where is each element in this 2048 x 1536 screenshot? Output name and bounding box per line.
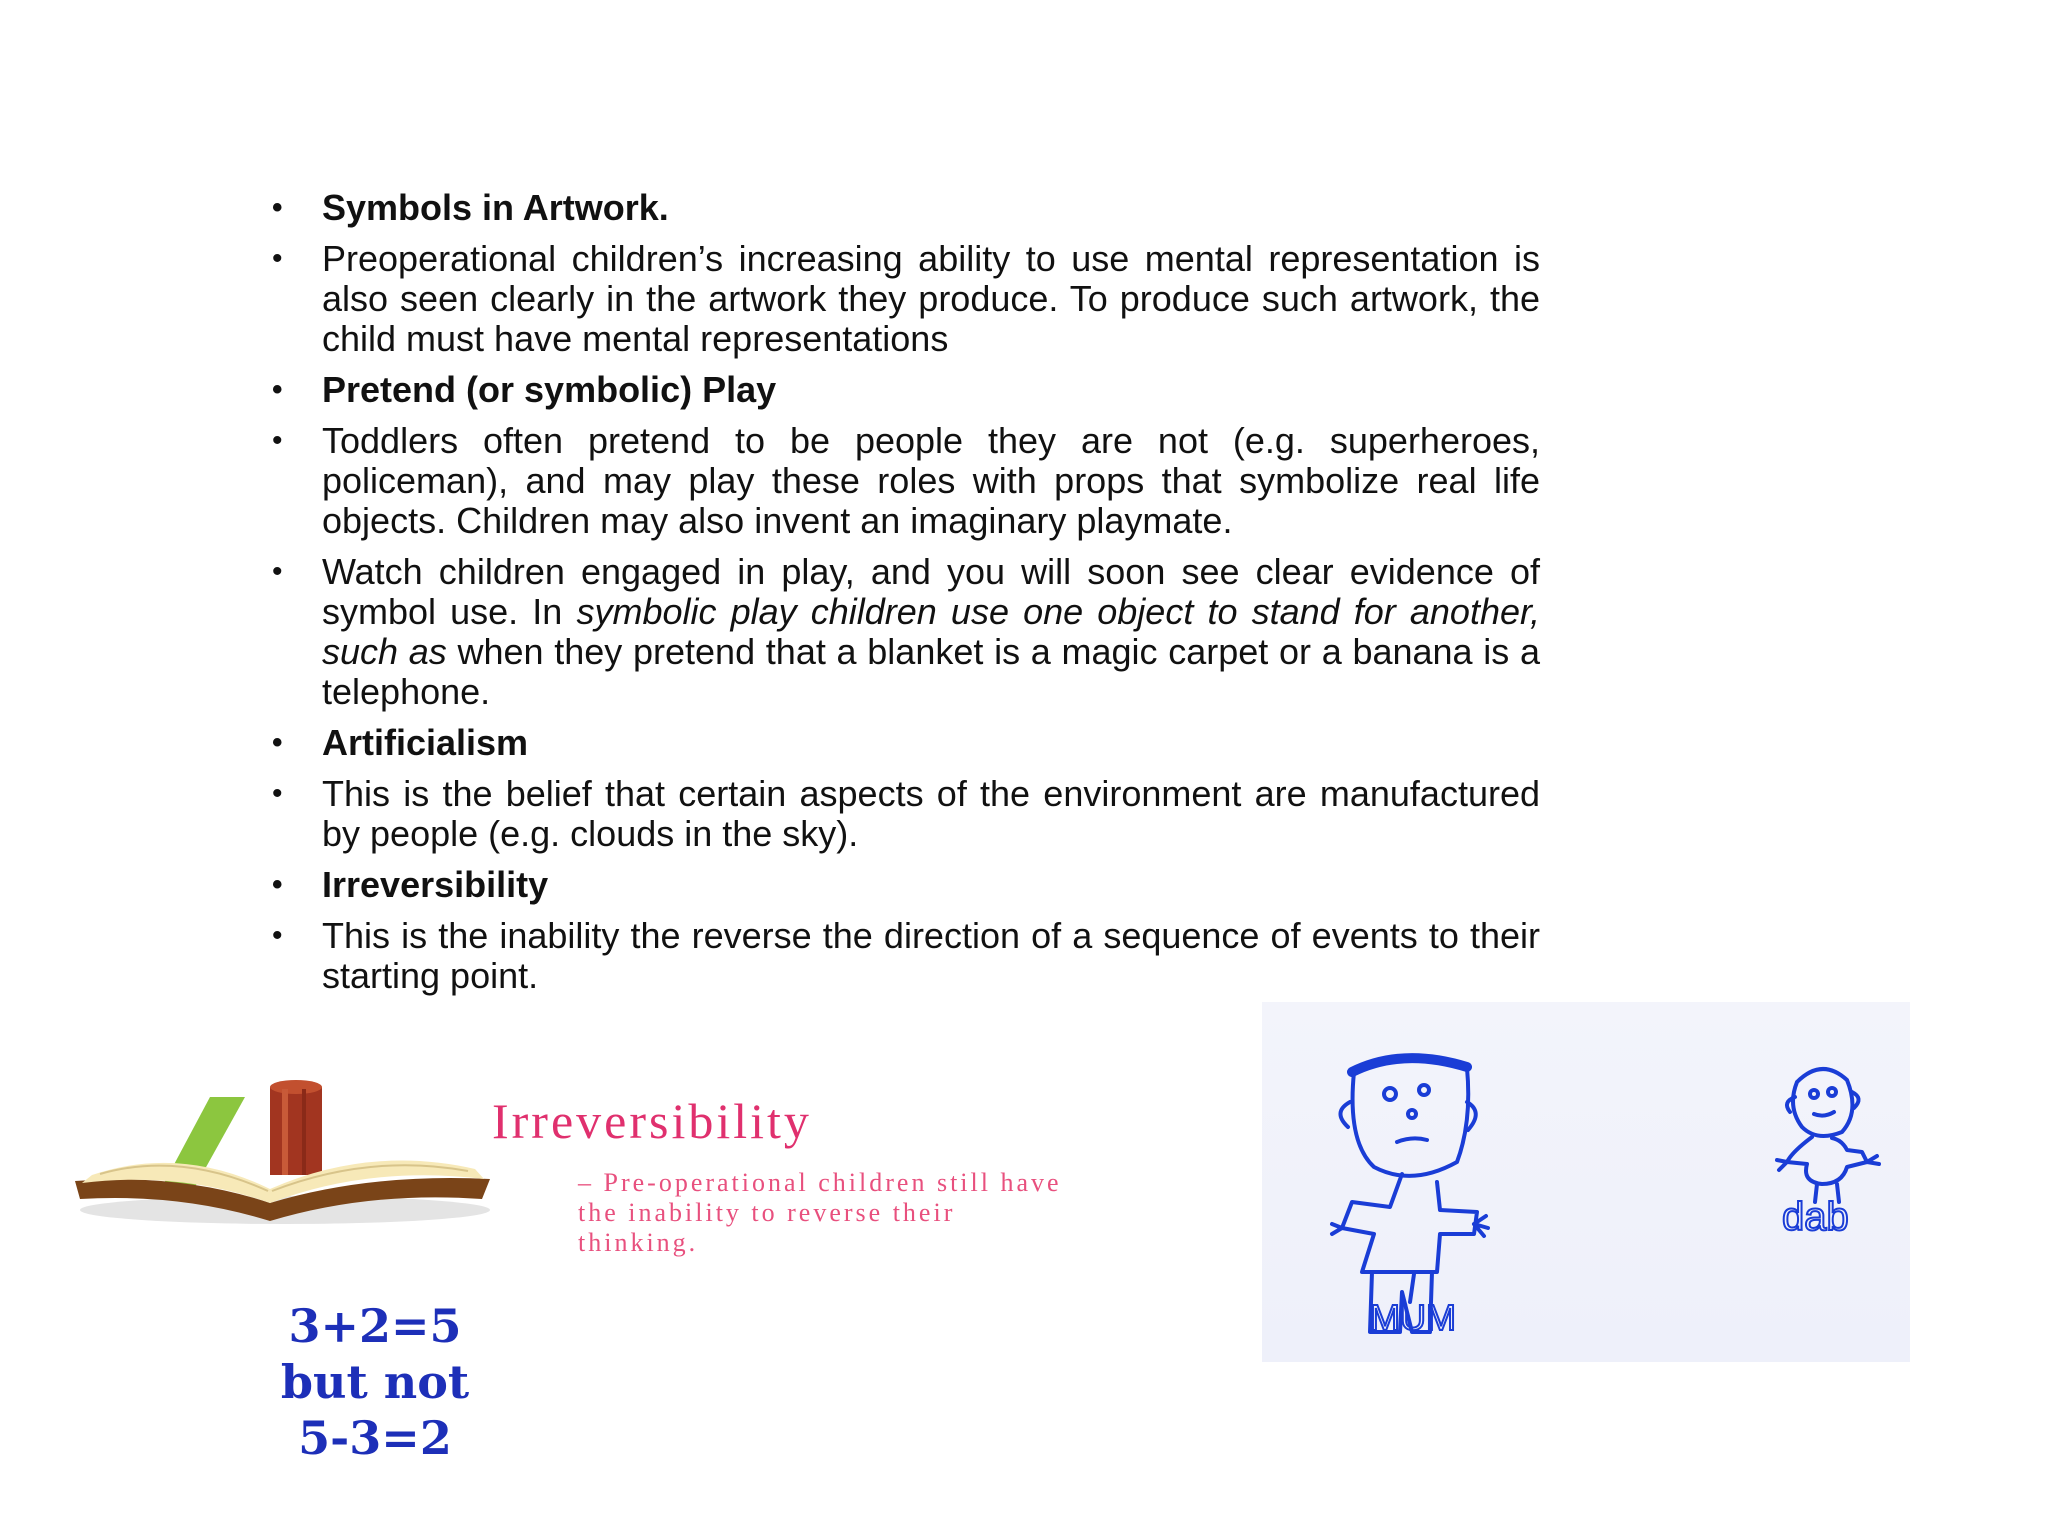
irreversibility-description: – Pre-operational children still have the inability to reverse their thinking. — [578, 1168, 1062, 1257]
equation-line-2: but not — [280, 1355, 470, 1409]
drawing-label-mum: MUM — [1370, 1297, 1456, 1338]
bullet-artwork-description: • Preoperational children’s increasing ability to use mental representation is also seen clearly in the artwork they produce. To produce such artwork, the child must have mental representations — [270, 239, 1540, 359]
bullet-symbolic-play-post: when they pretend that a blanket is a magic carpet or a banana is a telephone. — [322, 631, 1540, 712]
bullet-symbolic-play-pre: Watch children engaged in play, and you will soon see clear evidence of symbol use. In — [322, 551, 1540, 632]
drawing-labels — [1262, 1002, 1910, 1362]
equation-line-1: 3+2=5 — [288, 1299, 462, 1353]
bullet-heading-irreversibility: • Irreversibility — [270, 865, 1540, 905]
equation-example — [210, 1298, 540, 1466]
bullet-symbolic-play — [270, 552, 1540, 712]
book-icon — [70, 1075, 500, 1235]
bullet-heading-artificialism: • Artificialism — [270, 723, 1540, 763]
bullet-list — [270, 188, 1540, 1007]
drawing-label-dab: dab — [1782, 1195, 1849, 1239]
bullet-irreversibility-description: • This is the inability the reverse the direction of a sequence of events to their starting point. — [270, 916, 1540, 996]
bullet-heading-symbols-artwork: • Symbols in Artwork. — [270, 188, 1540, 228]
bullet-artificialism-description: • This is the belief that certain aspects of the environment are manufactured by people (e.g. clouds in the sky). — [270, 774, 1540, 854]
child-drawing — [1262, 1002, 1910, 1362]
bullet-toddlers-pretend: • Toddlers often pretend to be people they are not (e.g. superheroes, policeman), and may play these roles with props that symbolize real life objects. Children may also invent an imaginary playmate. — [270, 421, 1540, 541]
irreversibility-title: Irreversibility — [492, 1093, 812, 1149]
bullet-symbolic-play-italic: symbolic play children use one object to stand for another, such as — [322, 591, 1541, 672]
bullet-heading-pretend-play: • Pretend (or symbolic) Play — [270, 370, 1540, 410]
equation-line-3: 5-3=2 — [298, 1411, 452, 1465]
